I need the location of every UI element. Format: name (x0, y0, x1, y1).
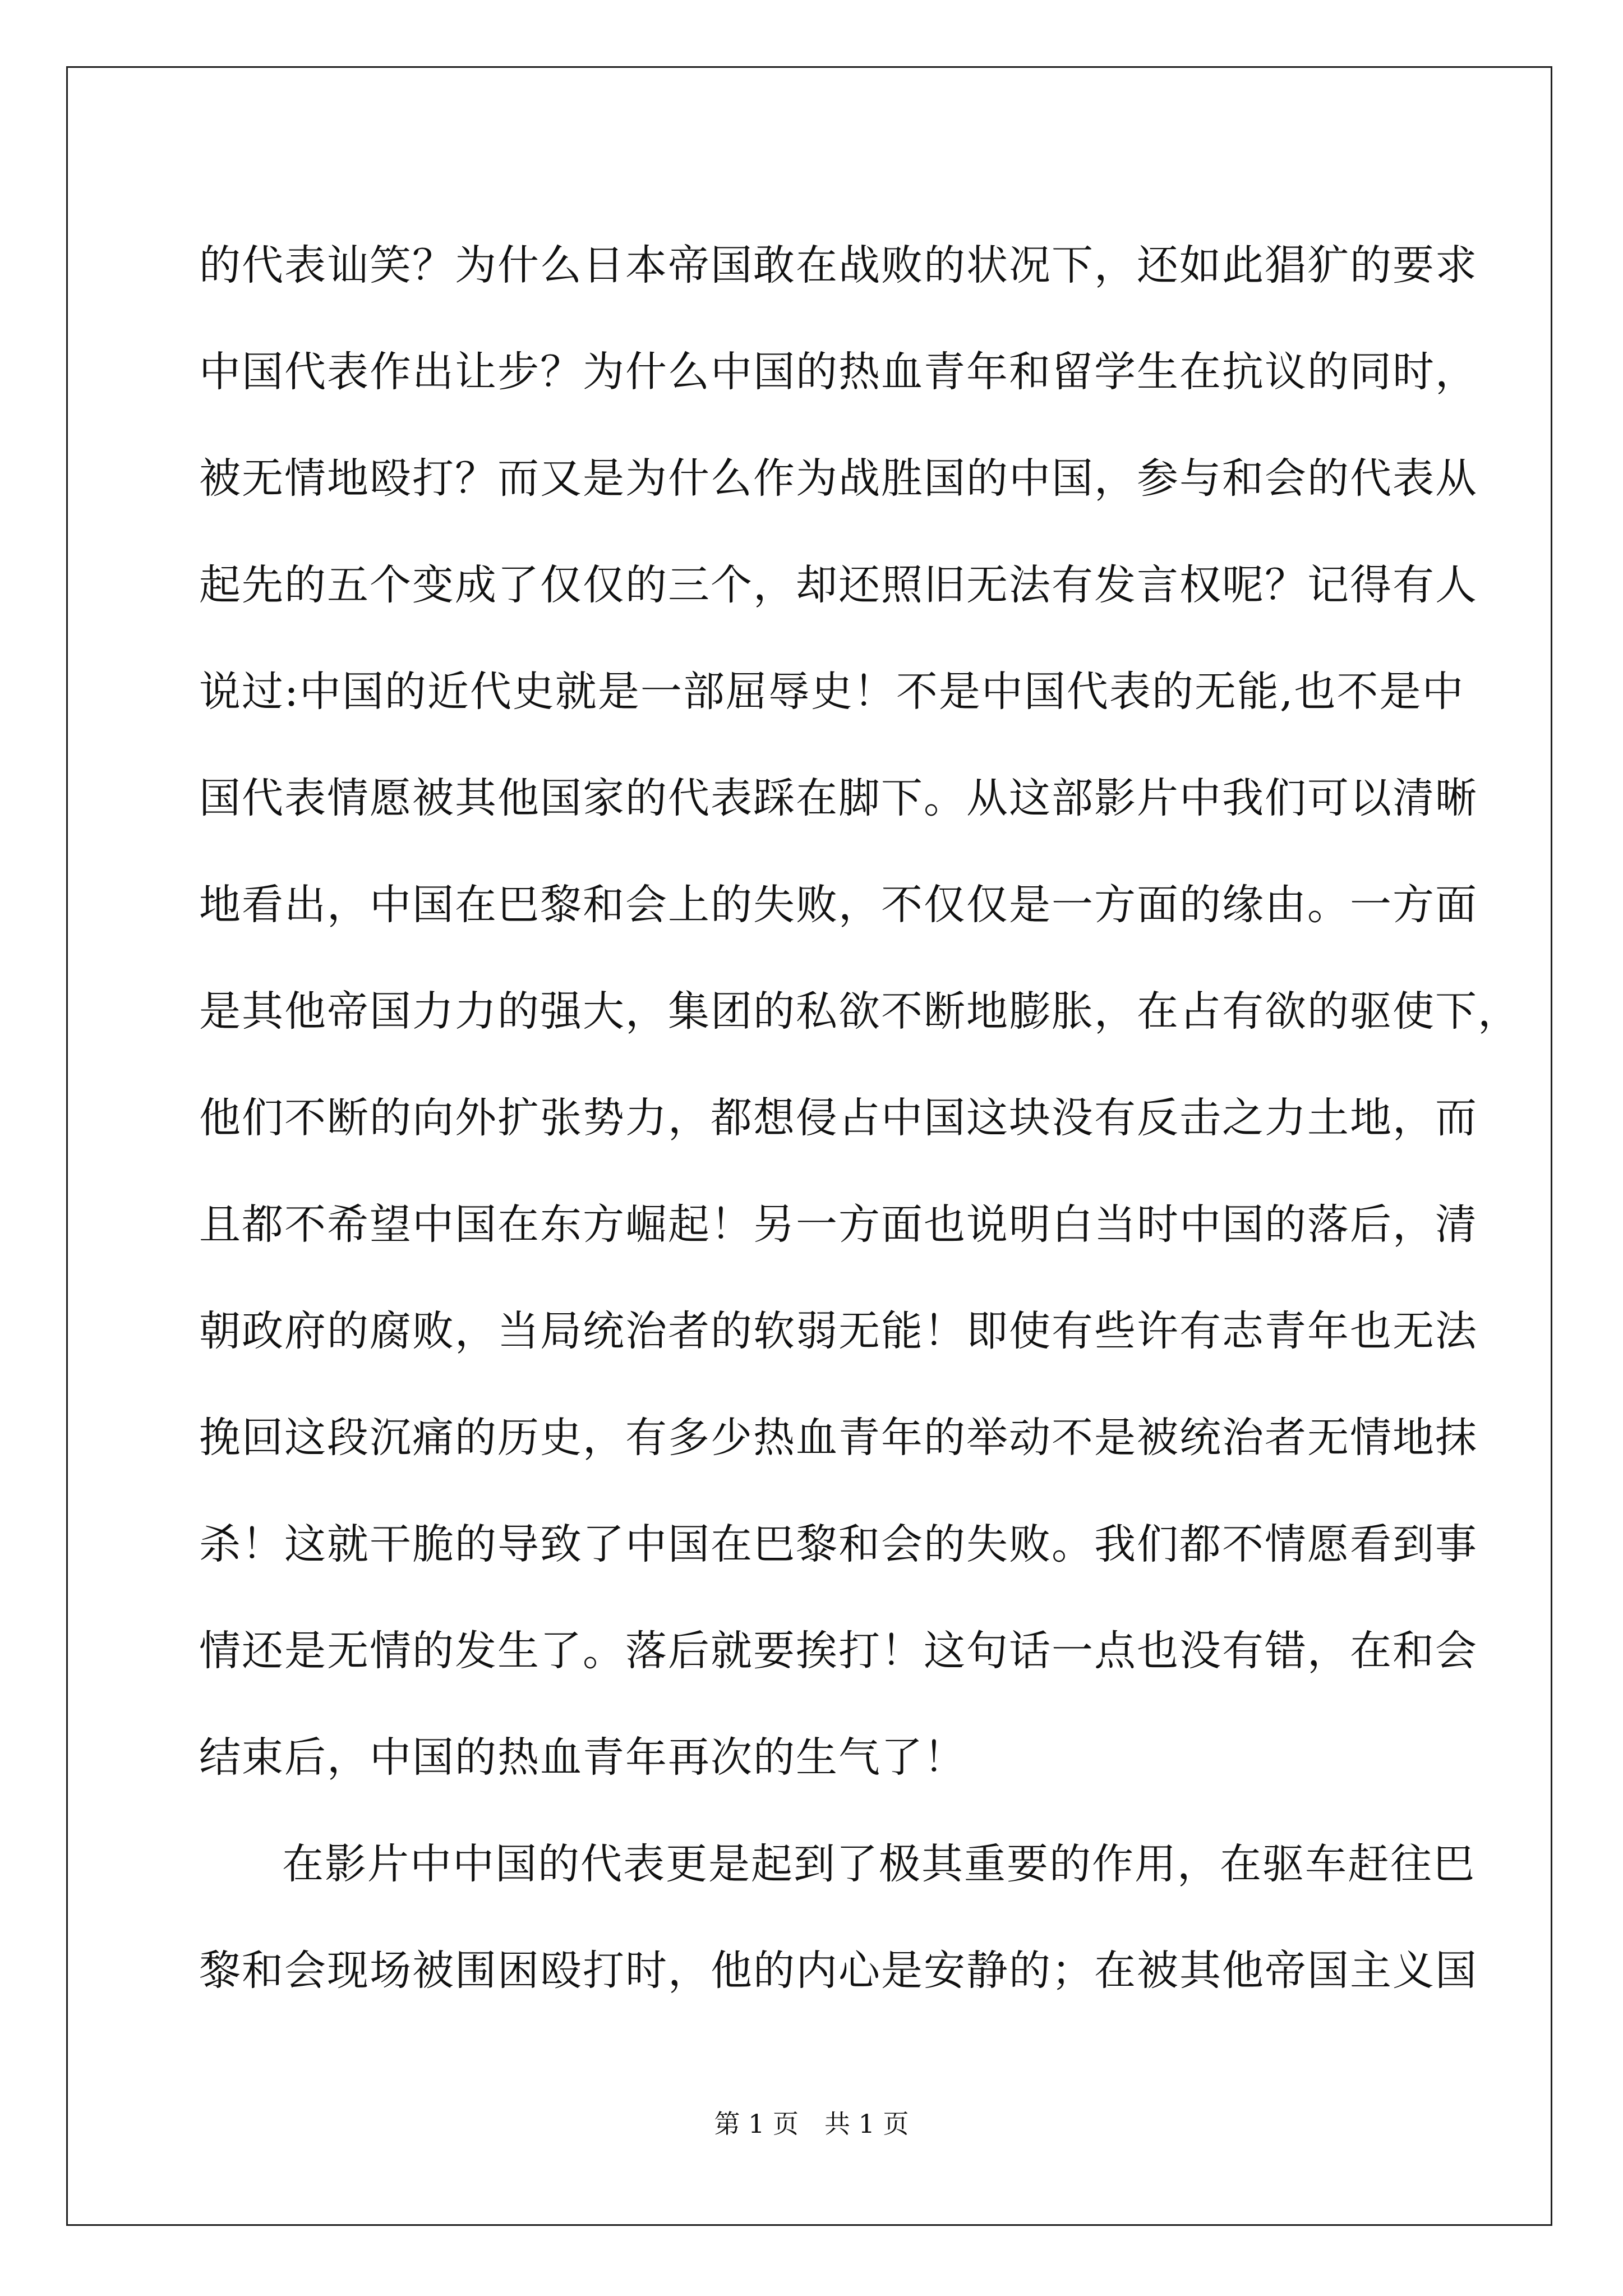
text-line (199, 212, 1478, 319)
text-line (199, 1065, 1478, 1171)
text-line-content: 杀！这就干脆的导致了中国在巴黎和会的失败。我们都不情愿看到事 (199, 1520, 1478, 1568)
text-line (199, 852, 1478, 958)
text-line (199, 319, 1478, 425)
text-line-last (199, 1704, 1433, 1811)
text-line-paragraph-start (199, 1811, 1476, 1917)
text-line-content: 国代表情愿被其他国家的代表踩在脚下。从这部影片中我们可以清晰 (199, 774, 1478, 822)
document-body (199, 212, 1520, 2024)
text-line-content: 在影片中中国的代表更是起到了极其重要的作用，在驱车赶往巴 (282, 1840, 1476, 1888)
text-line-content: 黎和会现场被围困殴打时，他的内心是安静的；在被其他帝国主义国 (199, 1947, 1478, 1995)
text-line-content: 是其他帝国力力的强大，集团的私欲不断地膨胀，在占有欲的驱使下， (199, 987, 1520, 1036)
text-line-content: 情还是无情的发生了。落后就要挨打！这句话一点也没有错，在和会 (199, 1627, 1478, 1675)
text-line-content: 说过:中国的近代史就是一部屈辱史！不是中国代表的无能,也不是中 (199, 668, 1465, 716)
text-line (199, 638, 1465, 745)
text-line (199, 425, 1478, 532)
text-line-content: 被无情地殴打？而又是为什么作为战胜国的中国，参与和会的代表从 (199, 454, 1478, 503)
text-line (199, 1278, 1478, 1384)
text-line-content: 的代表讪笑？为什么日本帝国敢在战败的状况下，还如此猖犷的要求 (199, 241, 1478, 289)
page-footer: 第 1 页 共 1 页 (714, 2109, 909, 2139)
text-line-content: 他们不断的向外扩张势力，都想侵占中国这块没有反击之力土地，而 (199, 1094, 1478, 1142)
text-line (199, 532, 1478, 638)
text-line-content: 起先的五个变成了仅仅的三个，却还照旧无法有发言权呢？记得有人 (199, 561, 1478, 609)
text-line-content: 地看出，中国在巴黎和会上的失败，不仅仅是一方面的缘由。一方面 (199, 881, 1478, 929)
text-line-content: 朝政府的腐败，当局统治者的软弱无能！即使有些许有志青年也无法 (199, 1307, 1478, 1355)
text-line-content: 中国代表作出让步？为什么中国的热血青年和留学生在抗议的同时， (199, 348, 1478, 396)
text-line (199, 1598, 1478, 1704)
text-line (199, 1491, 1478, 1598)
text-line-content: 结束后，中国的热血青年再次的生气了！ (199, 1733, 966, 1782)
text-line (199, 745, 1478, 852)
text-line (199, 1384, 1478, 1491)
text-line-content: 且都不希望中国在东方崛起！另一方面也说明白当时中国的落后，清 (199, 1200, 1478, 1249)
text-line-content: 挽回这段沉痛的历史，有多少热血青年的举动不是被统治者无情地抹 (199, 1414, 1478, 1462)
text-line (199, 1917, 1478, 2024)
text-line (199, 1171, 1478, 1278)
text-line (199, 958, 1520, 1065)
